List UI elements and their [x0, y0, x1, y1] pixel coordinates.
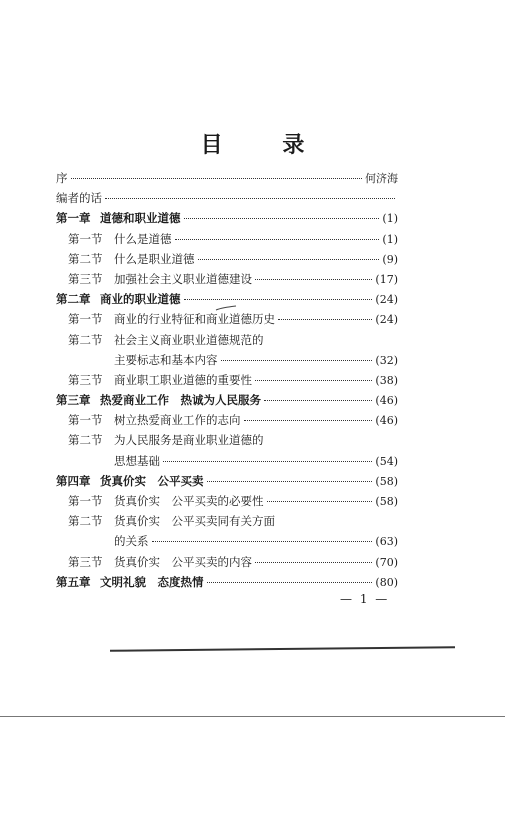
- toc-entry-title: 主要标志和基本内容: [114, 352, 218, 367]
- toc-entry: [56, 188, 398, 208]
- toc-entry-label: 第二节: [68, 332, 103, 347]
- toc-entry: [56, 370, 398, 390]
- dot-leader: [207, 581, 373, 583]
- toc-entry: [56, 552, 398, 572]
- toc-entry-title: 社会主义商业职业道德规范的: [114, 332, 264, 347]
- dot-leader: [184, 298, 373, 300]
- dot-leader: [221, 359, 373, 361]
- toc-entry-page: (17): [375, 272, 398, 286]
- dot-leader: [152, 540, 373, 542]
- toc-entry-title: 思想基础: [114, 453, 160, 468]
- toc-entry: [56, 229, 398, 249]
- toc-entry-title: 货真价实 公平买卖的内容: [114, 554, 252, 569]
- toc-entry-label: 第四章: [56, 473, 91, 488]
- toc-entry-page: (46): [375, 414, 398, 428]
- toc-entry-title: 为人民服务是商业职业道德的: [114, 433, 264, 448]
- toc-entry-label: 序: [56, 171, 68, 185]
- dot-leader: [163, 460, 372, 462]
- toc-entry-page: (80): [375, 575, 398, 589]
- scan-edge-line: [110, 646, 455, 652]
- toc-entry-label: 第一节: [68, 494, 103, 508]
- toc-entry: [56, 309, 398, 329]
- toc-entry-label: 第三节: [68, 372, 103, 387]
- toc-entry-title: 道德和职业道德: [100, 211, 181, 226]
- toc-entry: [56, 491, 398, 511]
- dot-leader: [71, 177, 363, 179]
- toc-entry: [56, 410, 398, 430]
- toc-entry: [56, 350, 398, 370]
- toc-entry: [56, 330, 398, 350]
- dot-leader: [255, 379, 372, 381]
- toc-entry-label: 第二章: [56, 292, 91, 307]
- pen-mark: [215, 305, 237, 311]
- toc-entry-label: 第一节: [68, 312, 103, 327]
- dot-leader: [175, 238, 380, 240]
- toc-entry-label: 第三节: [68, 271, 103, 286]
- toc-entry: [56, 168, 398, 188]
- toc-entry: [56, 572, 398, 592]
- toc-entry: [56, 471, 398, 491]
- toc-entry-page: (58): [375, 474, 398, 488]
- toc-entry-label: 第二节: [68, 251, 103, 266]
- page-bottom-edge: [0, 716, 505, 717]
- toc-entry-label: 第一章: [56, 211, 91, 226]
- dot-leader: [264, 399, 372, 401]
- toc-entry-title: 货真价实 公平买卖的必要性: [114, 494, 264, 508]
- toc-entry-page: (38): [375, 373, 398, 387]
- toc-entry-label: 第二节: [68, 433, 103, 448]
- toc-entry-title: 什么是职业道德: [114, 251, 195, 266]
- dot-leader: [255, 278, 372, 280]
- toc-entry: [56, 249, 398, 269]
- toc-entry: [56, 531, 398, 551]
- dot-leader: [105, 197, 395, 199]
- toc-entry: [56, 208, 398, 228]
- dot-leader: [184, 217, 380, 219]
- toc-entry-label: 第二节: [68, 514, 103, 529]
- toc-entry-label: 第三章: [56, 393, 91, 408]
- toc-entry-label: 第一节: [68, 231, 103, 246]
- dot-leader: [255, 561, 372, 563]
- page-number: — 1 —: [340, 592, 390, 606]
- dot-leader: [267, 500, 373, 502]
- toc-entry-title: 商业的行业特征和商业道德历史: [114, 312, 275, 327]
- toc-entry-page: (63): [375, 535, 398, 549]
- toc-entry-title: 热爱商业工作 热诚为人民服务: [100, 393, 261, 408]
- toc-entry-title: 树立热爱商业工作的志向: [114, 413, 241, 428]
- toc-entry-label: 第三节: [68, 554, 103, 569]
- toc-entry-page: (9): [382, 252, 398, 266]
- toc-entry-page: (1): [382, 232, 398, 246]
- toc-entry-page: 何济海: [365, 172, 398, 185]
- toc-entry-label: 第一节: [68, 413, 103, 428]
- toc-entry: [56, 269, 398, 289]
- toc-entry: [56, 451, 398, 471]
- toc-entry-page: (1): [382, 212, 398, 226]
- table-of-contents: [56, 168, 398, 592]
- dot-leader: [207, 480, 373, 482]
- toc-entry-title: 货真价实 公平买卖同有关方面: [114, 514, 275, 529]
- toc-entry-title: 商业职工职业道德的重要性: [114, 372, 252, 387]
- toc-entry-page: (58): [375, 495, 398, 508]
- toc-entry: [56, 511, 398, 531]
- toc-entry-page: (54): [375, 454, 398, 468]
- toc-entry-title: 货真价实 公平买卖: [100, 473, 204, 488]
- toc-entry-label: 第五章: [56, 574, 91, 589]
- toc-entry-page: (24): [375, 313, 398, 327]
- toc-entry-page: (32): [375, 353, 398, 367]
- toc-entry-title: 加强社会主义职业道德建设: [114, 271, 252, 286]
- toc-entry: [56, 390, 398, 410]
- toc-entry-title: 的关系: [114, 534, 149, 549]
- toc-entry-label: 编者的话: [56, 191, 102, 206]
- dot-leader: [198, 258, 380, 260]
- page-title: 目 录: [200, 132, 331, 158]
- toc-entry: [56, 430, 398, 450]
- toc-entry-title: 商业的职业道德: [100, 292, 181, 307]
- toc-entry-title: 文明礼貌 态度热情: [100, 574, 204, 589]
- dot-leader: [244, 419, 373, 421]
- dot-leader: [278, 318, 372, 320]
- toc-entry-page: (46): [375, 394, 398, 408]
- toc-entry-page: (24): [375, 293, 398, 307]
- toc-entry-title: 什么是道德: [114, 231, 172, 246]
- toc-entry-page: (70): [375, 555, 398, 569]
